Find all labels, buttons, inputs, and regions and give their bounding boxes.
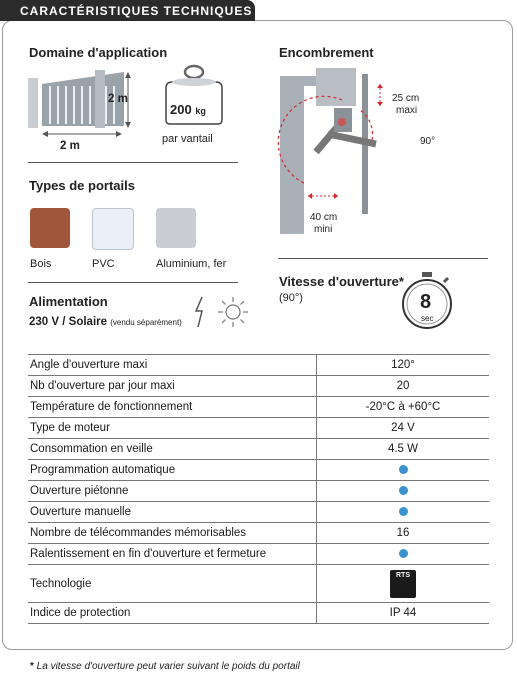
spec-value	[317, 544, 490, 565]
alimentation-value: 230 V / Solaire (vendu séparément)	[29, 316, 182, 328]
divider	[278, 258, 488, 259]
spec-label: Indice de protection	[28, 603, 317, 624]
rts-logo-icon	[390, 570, 416, 598]
spec-label: Type de moteur	[28, 418, 317, 439]
portail-label-alu: Aluminium, fer	[156, 258, 227, 270]
spec-value	[317, 565, 490, 603]
portails-title: Types de portails	[29, 178, 135, 193]
divider	[28, 282, 238, 283]
encombrement-dim-bottom-2: mini	[314, 224, 333, 235]
encombrement-diagram	[276, 64, 466, 244]
table-row	[28, 418, 489, 439]
spec-label: Ralentissement en fin d'ouverture et fermeture	[28, 544, 317, 565]
spec-label: Ouverture manuelle	[28, 502, 317, 523]
table-row	[28, 481, 489, 502]
encombrement-angle: 90°	[420, 136, 436, 147]
portail-label-pvc: PVC	[92, 258, 115, 270]
vitesse-value: 8	[420, 291, 432, 313]
feature-dot-icon	[399, 465, 408, 474]
table-row	[28, 460, 489, 481]
table-row	[28, 397, 489, 418]
gate-aluminium-icon	[156, 208, 196, 248]
table-row	[28, 355, 489, 376]
footnote: * La vitesse d'ouverture peut varier suivant le poids du portail	[30, 661, 300, 672]
spec-label: Technologie	[28, 565, 317, 603]
spec-value: 4.5 W	[317, 439, 490, 460]
feature-dot-icon	[399, 486, 408, 495]
vitesse-unit: sec	[421, 314, 434, 323]
spec-label: Nb d'ouverture par jour maxi	[28, 376, 317, 397]
spec-label: Consommation en veille	[28, 439, 317, 460]
table-row	[28, 544, 489, 565]
spec-value	[317, 502, 490, 523]
spec-value: 20	[317, 376, 490, 397]
table-row	[28, 439, 489, 460]
spec-value: 24 V	[317, 418, 490, 439]
alimentation-title: Alimentation	[29, 294, 108, 309]
spec-label: Programmation automatique	[28, 460, 317, 481]
gate-pvc-icon	[92, 208, 134, 250]
feature-dot-icon	[399, 507, 408, 516]
spec-value	[317, 460, 490, 481]
spec-value: IP 44	[317, 603, 490, 624]
feature-dot-icon	[399, 549, 408, 558]
weight-caption: par vantail	[162, 133, 213, 145]
gate-dimension-icon	[24, 64, 144, 154]
spec-label: Nombre de télécommandes mémorisables	[28, 523, 317, 544]
spec-value: -20°C à +60°C	[317, 397, 490, 418]
encombrement-dim-bottom: 40 cm	[310, 212, 338, 223]
spec-label: Angle d'ouverture maxi	[28, 355, 317, 376]
encombrement-dim-top: 25 cm	[392, 93, 420, 104]
section-tab: CARACTÉRISTIQUES TECHNIQUES	[0, 0, 255, 21]
encombrement-title: Encombrement	[279, 45, 374, 60]
vitesse-title: Vitesse d'ouverture*	[279, 274, 404, 289]
specs-table	[28, 354, 489, 624]
table-row	[28, 523, 489, 544]
rts-logo-text: RTS	[396, 571, 410, 579]
weight-value: 200 kg	[170, 102, 206, 117]
spec-value	[317, 481, 490, 502]
table-row	[28, 565, 489, 603]
lightning-icon	[190, 295, 210, 329]
vitesse-subtitle: (90°)	[279, 292, 303, 304]
width-label: 2 m	[60, 140, 80, 152]
table-row	[28, 502, 489, 523]
gate-wood-icon	[30, 208, 70, 248]
spec-label: Ouverture piétonne	[28, 481, 317, 502]
table-row	[28, 376, 489, 397]
spec-value: 120°	[317, 355, 490, 376]
spec-value: 16	[317, 523, 490, 544]
spec-label: Température de fonctionnement	[28, 397, 317, 418]
domaine-title: Domaine d'application	[29, 45, 168, 60]
portail-label-bois: Bois	[30, 258, 52, 270]
sun-icon	[216, 295, 250, 329]
divider	[28, 162, 238, 163]
height-label: 2 m	[108, 93, 128, 105]
encombrement-dim-top-2: maxi	[396, 105, 418, 116]
table-row	[28, 603, 489, 624]
